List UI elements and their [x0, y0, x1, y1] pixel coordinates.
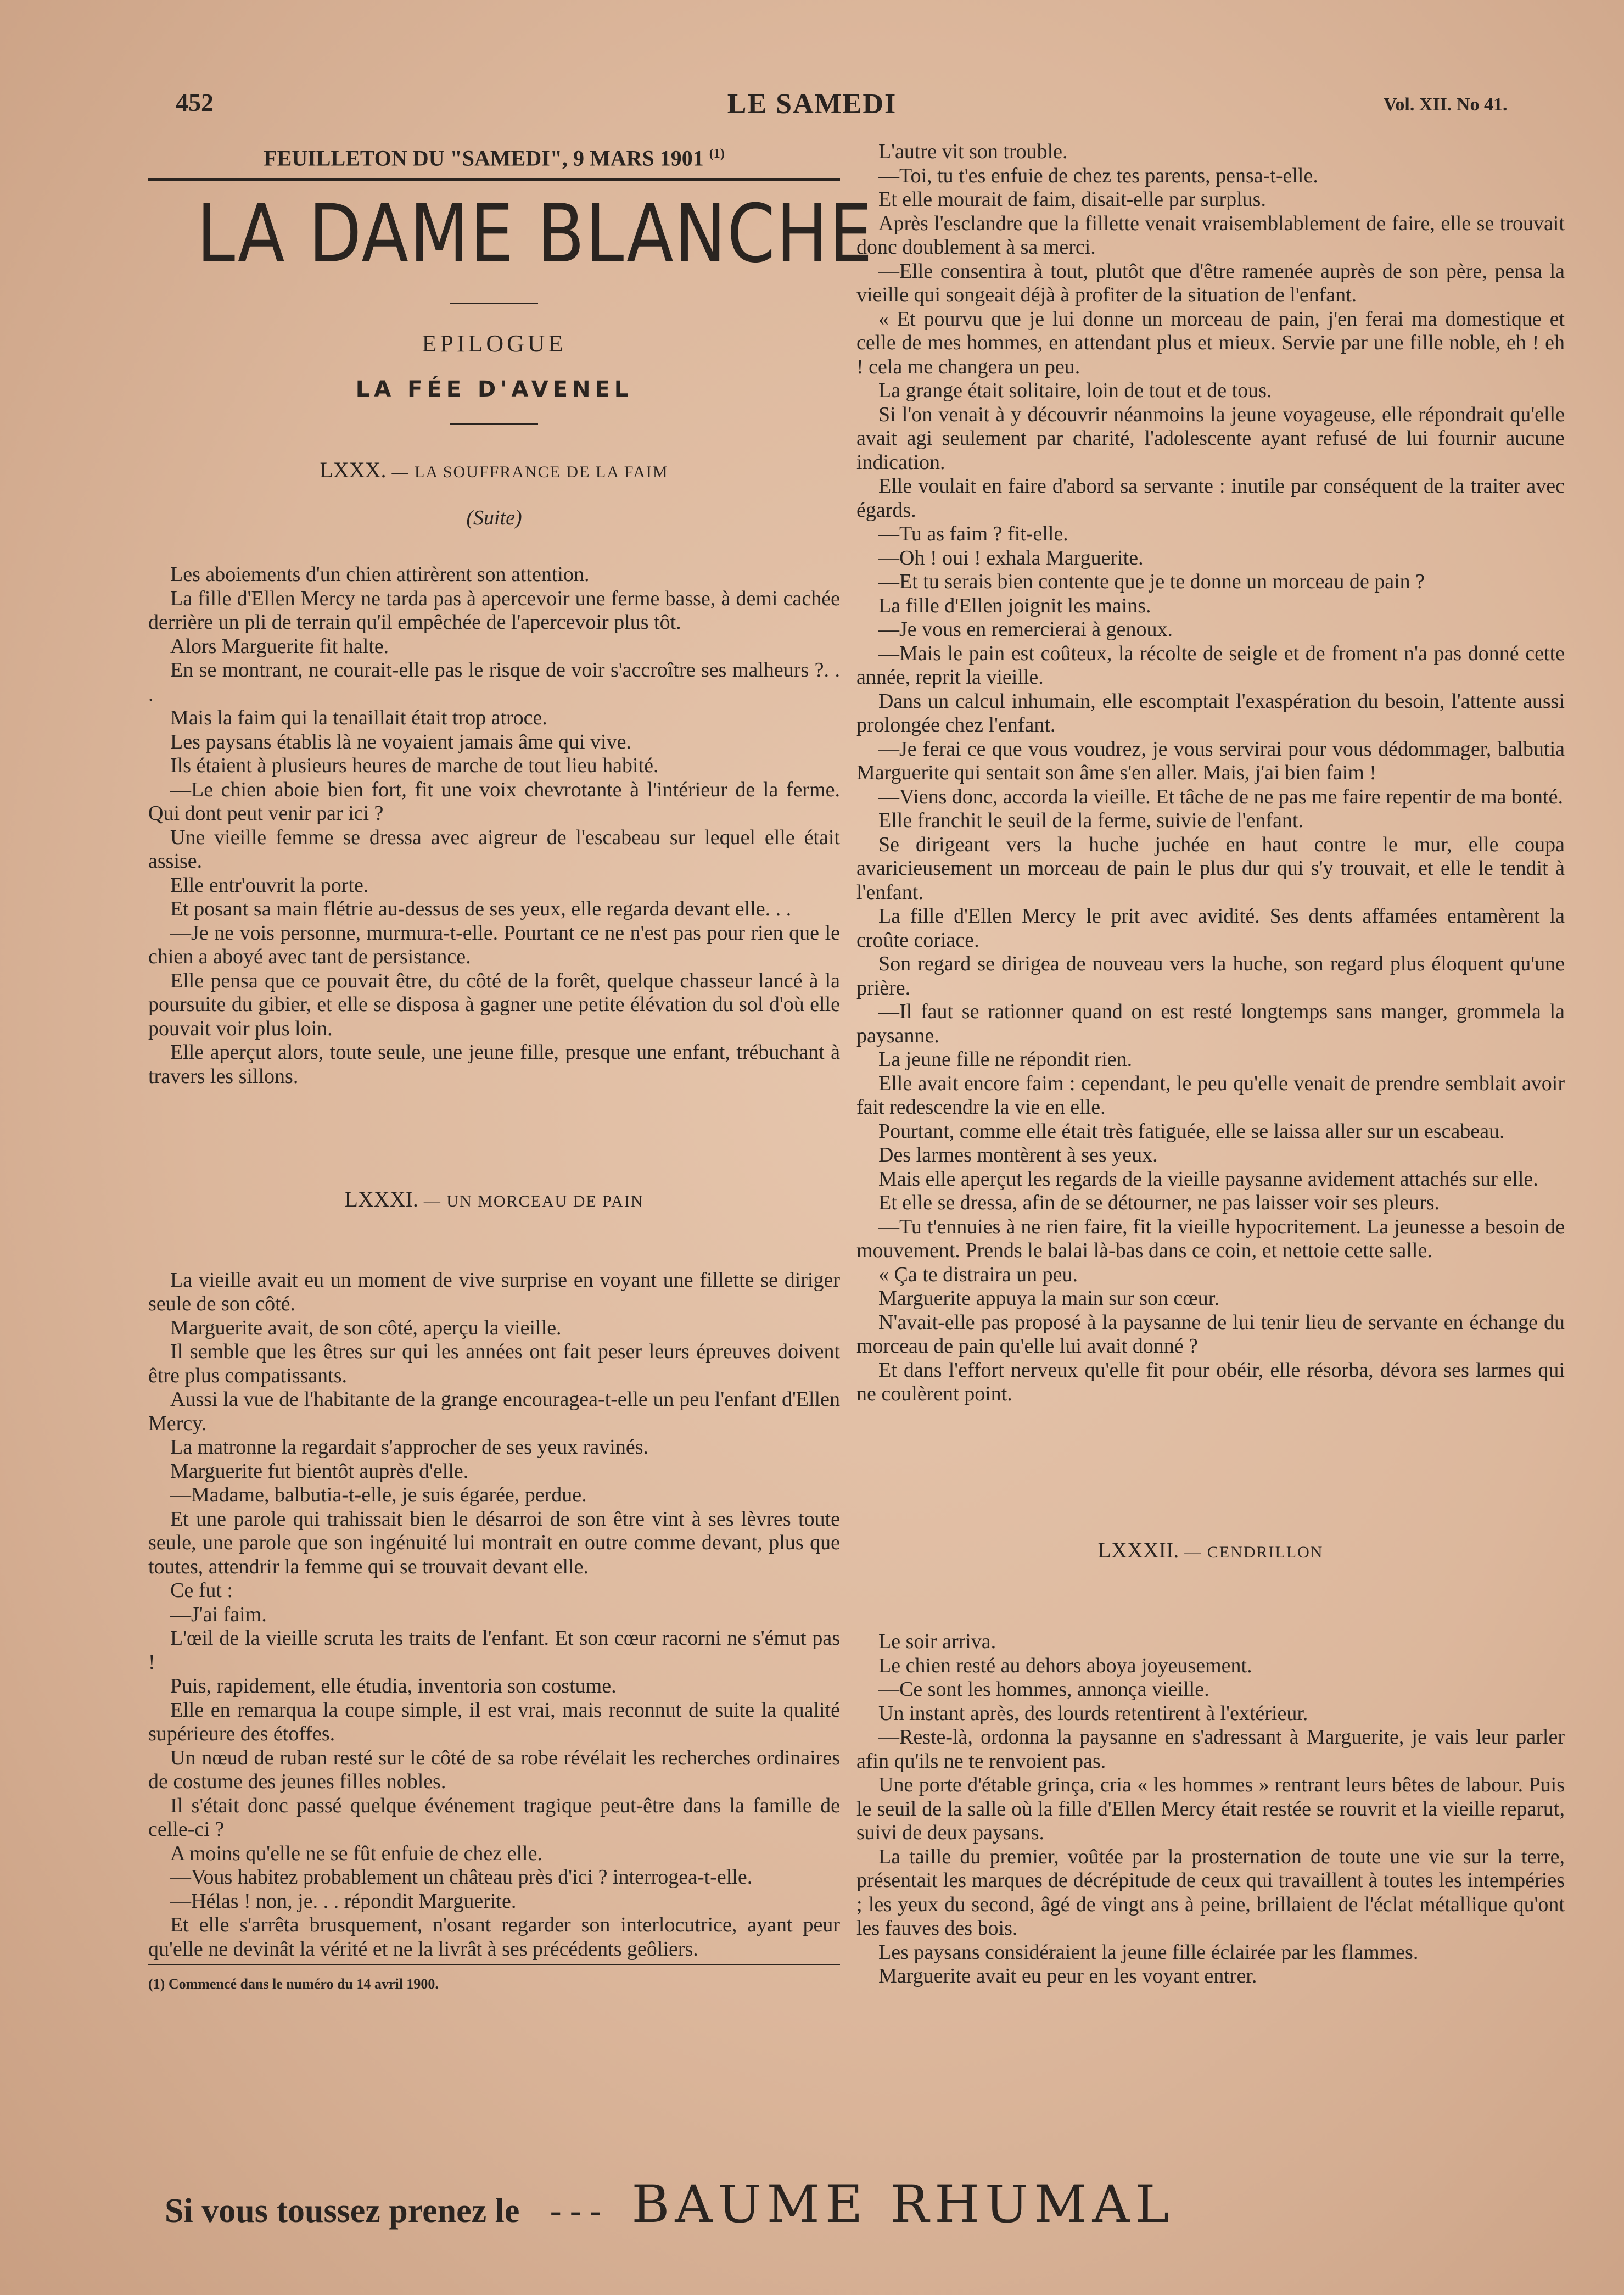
- paragraph: —Reste-là, ordonna la paysanne en s'adressant à Marguerite, je vais leur parler afin qu'ils ne te renvoient pas.: [856, 1726, 1565, 1773]
- chapter-80-heading: [148, 458, 840, 484]
- paragraph: Et dans l'effort nerveux qu'elle fit pour obéir, elle résorba, dévora ses larmes qui ne coulèrent point.: [856, 1358, 1565, 1405]
- paragraph: —Hélas ! non, je. . . répondit Marguerite.: [170, 1889, 517, 1913]
- chapter-number: LXXXI.: [344, 1187, 418, 1212]
- paragraph: Elle voulait en faire d'abord sa servante : inutile par conséquent de la traiter avec égards.: [856, 474, 1565, 522]
- paragraph: Marguerite fut bientôt auprès d'elle.: [170, 1459, 469, 1483]
- chapter-82-heading: [856, 1538, 1565, 1565]
- paragraph: Il semble que les êtres sur qui les années ont fait peser leurs épreuves doivent être plus compatissants.: [148, 1340, 840, 1387]
- left-column: [148, 140, 873, 1996]
- paragraph: Mais la faim qui la tenaillait était trop atroce.: [170, 706, 547, 730]
- paragraph: L'œil de la vieille scruta les traits de l'enfant. Et son cœur racorni ne s'émut pas !: [148, 1627, 840, 1674]
- paragraph: —Elle consentira à tout, plutôt que d'être ramenée auprès de son père, pensa la vieille qui songeait déjà à profiter de la situation de l'enfant.: [856, 259, 1565, 306]
- footnote: (1) Commencé dans le numéro du 14 avril 1900.: [148, 1976, 439, 1992]
- paragraph: Un nœud de ruban resté sur le côté de sa robe révélait les recherches ordinaires de costume des jeunes filles nobles.: [148, 1746, 840, 1794]
- paragraph: Et une parole qui trahissait bien le désarroi de son être vint à ses lèvres toute seule, une parole que son ingénuité lui montrait en outre comme devant, plus que toutes, attendrir la femme qui se trouvait devant elle.: [148, 1507, 840, 1578]
- paragraph: A moins qu'elle ne se fût enfuie de chez elle.: [170, 1841, 542, 1865]
- paragraph: Son regard se dirigea de nouveau vers la huche, son regard plus éloquent qu'une prière.: [856, 952, 1565, 999]
- paragraph: La fille d'Ellen Mercy ne tarda pas à apercevoir une ferme basse, à demi cachée derrière un pli de terrain qu'il empêchée de l'apercevoir plus tôt.: [148, 587, 840, 634]
- paragraph: Dans un calcul inhumain, elle escomptait l'exaspération du besoin, l'attente aussi prolongée chez l'enfant.: [856, 689, 1565, 736]
- paragraph: —Oh ! oui ! exhala Marguerite.: [878, 546, 1144, 569]
- paragraph: —Madame, balbutia-t-elle, je suis égarée, perdue.: [170, 1483, 587, 1507]
- advertisement-banner: [165, 2175, 1570, 2235]
- paragraph: Il s'était donc passé quelque événement tragique peut-être dans la famille de celle-ci ?: [148, 1794, 840, 1841]
- suite-label: (Suite): [466, 506, 522, 529]
- paragraph: N'avait-elle pas proposé à la paysanne de lui tenir lieu de servante en échange du morceau de pain qu'elle lui avait donné ?: [856, 1310, 1565, 1358]
- chapter-81-heading: [148, 1187, 840, 1214]
- paragraph: La vieille avait eu un moment de vive surprise en voyant une fillette se diriger seule de son côté.: [148, 1268, 840, 1316]
- paragraph: Se dirigeant vers la huche juchée en haut contre le mur, elle coupa avaricieusement un morceau de pain le plus dur qui s'y trouvait, et elle le tendit à l'enfant.: [856, 833, 1565, 904]
- paragraph: —Le chien aboie bien fort, fit une voix chevrotante à l'intérieur de la ferme. Qui dont peut venir par ici ?: [148, 778, 840, 825]
- paragraph: Elle en remarqua la coupe simple, il est vrai, mais reconnut de suite la qualité supérieure des étoffes.: [148, 1698, 840, 1746]
- paragraph: —Vous habitez probablement un château près d'ici ? interrogea-t-elle.: [170, 1866, 753, 1889]
- paragraph: Elle entr'ouvrit la porte.: [170, 873, 369, 897]
- feuilleton-text: FEUILLETON DU "SAMEDI", 9 MARS 1901: [264, 146, 704, 171]
- paragraph: « Ça te distraira un peu.: [878, 1263, 1078, 1286]
- paragraph: —Viens donc, accorda la vieille. Et tâche de ne pas me faire repentir de ma bonté.: [878, 785, 1563, 808]
- paragraph: —Je ne vois personne, murmura-t-elle. Pourtant ce ne n'est pas pour rien que le chien a aboyé avec tant de persistance.: [148, 921, 840, 969]
- chapter-number: LXXXII.: [1097, 1537, 1179, 1562]
- paragraph: Alors Marguerite fit halte.: [170, 634, 389, 658]
- volume-label: Vol. XII. No 41.: [1384, 94, 1508, 115]
- paragraph: —Tu as faim ? fit-elle.: [878, 522, 1068, 545]
- paragraph: Marguerite avait, de son côté, aperçu la vieille.: [170, 1316, 562, 1339]
- paragraph: Et elle se dressa, afin de se détourner, ne pas laisser voir ses pleurs.: [878, 1191, 1440, 1214]
- paragraph: Un instant après, des lourds retentirent à l'extérieur.: [878, 1701, 1308, 1725]
- paragraph: —Ce sont les hommes, annonça vieille.: [878, 1678, 1209, 1701]
- paragraph: Si l'on venait à y découvrir néanmoins la jeune voyageuse, elle répondrait qu'elle avait agi seulement par charité, l'adolescente ayant refusé de lui fournir aucune indication.: [856, 403, 1565, 474]
- paragraph: —Toi, tu t'es enfuie de chez tes parents, pensa-t-elle.: [878, 164, 1318, 187]
- paragraph: La fille d'Ellen Mercy le prit avec avidité. Ses dents affamées entamèrent la croûte coriace.: [856, 904, 1565, 952]
- paragraph: —Mais le pain est coûteux, la récolte de seigle et de froment n'a pas donné cette année, reprit la vieille.: [856, 641, 1565, 689]
- chapter-81-text: [148, 1269, 840, 1962]
- paragraph: Ils étaient à plusieurs heures de marche de tout lieu habité.: [170, 754, 659, 778]
- chapter-title: — CENDRILLON: [1184, 1543, 1324, 1561]
- paragraph: Le soir arriva.: [878, 1630, 996, 1653]
- chapter-82-text: [856, 1630, 1565, 1989]
- chapter-number: LXXX.: [320, 457, 387, 483]
- feuilleton-note-ref: (1): [709, 147, 725, 161]
- paragraph: Puis, rapidement, elle étudia, inventoria son costume.: [170, 1674, 617, 1698]
- epilogue-heading: EPILOGUE: [422, 330, 567, 358]
- part-title: LA FÉE D'AVENEL: [355, 376, 633, 402]
- paragraph: Les paysans considéraient la jeune fille éclairée par les flammes.: [878, 1940, 1419, 1964]
- paragraph: Aussi la vue de l'habitante de la grange encouragea-t-elle un peu l'enfant d'Ellen Mercy.: [148, 1388, 840, 1435]
- paragraph: —Tu t'ennuies à ne rien faire, fit la vieille hypocritement. La jeunesse a besoin de mouvement. Prends le balai là-bas dans ce coin, et nettoie cette salle.: [856, 1215, 1565, 1262]
- ad-lead-text: Si vous toussez prenez le: [165, 2192, 520, 2230]
- page-number: 452: [176, 88, 214, 116]
- paragraph: Et elle mourait de faim, disait-elle par surplus.: [878, 188, 1266, 211]
- ad-brand-name: BAUME RHUMAL: [631, 2175, 1175, 2235]
- paragraph: La matronne la regardait s'approcher de ses yeux ravinés.: [170, 1436, 648, 1459]
- paragraph: En se montrant, ne courait-elle pas le risque de voir s'accroître ses malheurs ?. . .: [148, 658, 840, 706]
- paragraph: L'autre vit son trouble.: [878, 140, 1068, 163]
- ad-dots: - - -: [550, 2192, 601, 2230]
- paragraph: Le chien resté au dehors aboya joyeusement.: [878, 1654, 1252, 1677]
- feuilleton-line: [148, 140, 840, 172]
- paragraph: La fille d'Ellen joignit les mains.: [878, 594, 1151, 617]
- paragraph: Et elle s'arrêta brusquement, n'osant regarder son interlocutrice, ayant peur qu'elle ne devinât la vérité et ne la livrât à ses précédents geôliers.: [148, 1913, 840, 1961]
- paragraph: Elle pensa que ce pouvait être, du côté de la forêt, quelque chasseur lancé à la poursuite du gibier, et elle se disposa à gagner une petite élévation du sol d'où elle pouvait voir plus loin.: [148, 969, 840, 1040]
- paragraph: Une porte d'étable grinça, cria « les hommes » rentrant leurs bêtes de labour. Puis le seuil de la salle où la fille d'Ellen Mercy était restée se rouvrit et la vieille reparut, suivi de deux paysans.: [856, 1773, 1565, 1844]
- paragraph: Une vieille femme se dressa avec aigreur de l'escabeau sur lequel elle était assise.: [148, 825, 840, 873]
- footnote-divider: [148, 1964, 840, 1965]
- paragraph: Marguerite avait eu peur en les voyant entrer.: [878, 1964, 1257, 1987]
- paragraph: —Il faut se rationner quand on est resté longtemps sans manger, grommela la paysanne.: [856, 1000, 1565, 1047]
- paragraph: Après l'esclandre que la fillette venait vraisemblablement de faire, elle se trouvait donc doublement à sa merci.: [856, 211, 1565, 259]
- paragraph: —Je ferai ce que vous voudrez, je vous servirai pour vous dédommager, balbutia Marguerite qui sentait son âme s'en aller. Mais, j'ai bien faim !: [856, 737, 1565, 784]
- paragraph: —J'ai faim.: [170, 1602, 267, 1626]
- paragraph: La taille du premier, voûtée par la prosternation de toute une vie sur la terre, présentait les marques de décrépitude de ceux qui travaillent à toutes les intempéries ; les yeux du second, âgé de vingt ans à peine, brillaient de l'éclat métallique qu'ont les fauves des bois.: [856, 1845, 1565, 1940]
- paragraph: La grange était solitaire, loin de tout et de tous.: [878, 379, 1272, 402]
- paragraph: Les aboiements d'un chien attirèrent son attention.: [170, 563, 590, 587]
- paragraph: Les paysans établis là ne voyaient jamais âme qui vive.: [170, 730, 631, 753]
- paragraph: Ce fut :: [170, 1579, 233, 1602]
- serial-title: LA DAME BLANCHE: [197, 187, 873, 281]
- newspaper-title: LE SAMEDI: [727, 88, 897, 120]
- paragraph: « Et pourvu que je lui donne un morceau de pain, j'en ferai ma domestique et celle de mes hommes, en attendant plus et mieux. Servie par une fille noble, eh ! eh ! cela me changera un peu.: [856, 307, 1565, 378]
- right-column: [856, 140, 1565, 1989]
- divider: [450, 423, 538, 425]
- divider: [148, 178, 840, 181]
- paragraph: Elle franchit le seuil de la ferme, suivie de l'enfant.: [878, 809, 1303, 832]
- paragraph: —Et tu serais bien contente que je te donne un morceau de pain ?: [878, 570, 1425, 593]
- paragraph: Marguerite appuya la main sur son cœur.: [878, 1287, 1219, 1310]
- paragraph: Elle aperçut alors, toute seule, une jeune fille, presque une enfant, trébuchant à travers les sillons.: [148, 1041, 840, 1088]
- chapter-title: — LA SOUFFRANCE DE LA FAIM: [391, 463, 669, 482]
- chapter-80-text: [148, 563, 840, 1088]
- paragraph: Mais elle aperçut les regards de la vieille paysanne avidement attachés sur elle.: [878, 1167, 1538, 1191]
- paragraph: Des larmes montèrent à ses yeux.: [878, 1143, 1158, 1166]
- chapter-81-continued-text: [856, 140, 1565, 1406]
- divider: [450, 303, 538, 304]
- paragraph: La jeune fille ne répondit rien.: [878, 1048, 1133, 1071]
- paragraph: —Je vous en remercierai à genoux.: [878, 618, 1173, 641]
- paragraph: Elle avait encore faim : cependant, le peu qu'elle venait de prendre semblait avoir fait redescendre la vie en elle.: [856, 1071, 1565, 1119]
- paragraph: Pourtant, comme elle était très fatiguée, elle se laissa aller sur un escabeau.: [878, 1119, 1505, 1143]
- paragraph: Et posant sa main flétrie au-dessus de ses yeux, elle regarda devant elle. . .: [170, 897, 792, 921]
- chapter-title: — UN MORCEAU DE PAIN: [423, 1192, 644, 1211]
